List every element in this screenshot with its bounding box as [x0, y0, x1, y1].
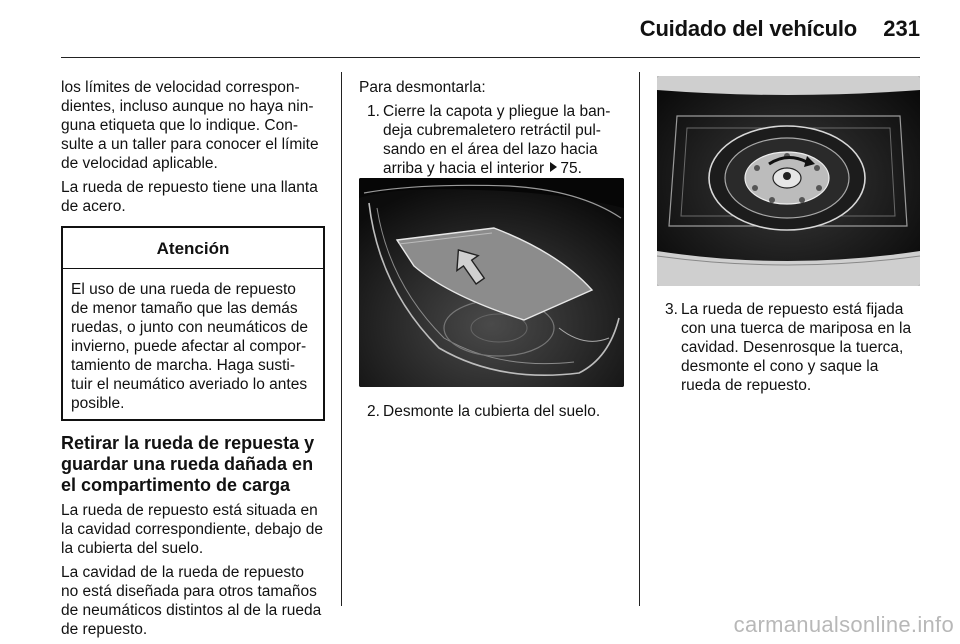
paragraph: La cavidad de la rueda de repuesto no está diseñada para otros tamaños de neumáticos distintos al de la rueda de repuesto. — [61, 564, 322, 638]
column-2 — [359, 78, 624, 178]
trunk-floor-cover-illustration — [359, 178, 624, 387]
warning-title: Atención — [63, 228, 323, 269]
header-divider — [61, 57, 920, 58]
paragraph: La rueda de repuesto tiene una llanta de acero. — [61, 179, 318, 215]
column-1 — [61, 78, 325, 644]
warning-body: El uso de una rueda de repuesto de menor tamaño que las demás ruedas, o junto con neumáticos de invierno, puede afectar al compor-tamiento de marcha. Haga susti-tuir el neumático averiado lo antes posible. — [71, 281, 308, 412]
step-number: 2. — [367, 403, 380, 420]
spare-wheel-well-illustration — [657, 76, 920, 286]
column-3 — [657, 300, 920, 395]
step-2 — [359, 402, 648, 421]
watermark: carmanualsonline.info — [733, 612, 954, 637]
arrow-right-icon — [550, 162, 557, 172]
step-1 — [359, 102, 624, 178]
step-text: La rueda de repuesto está fijada con una tuerca de mariposa en la cavidad. Desenrosque la tuerca, desmonte el cono y saque la rueda de repuesto. — [681, 301, 912, 394]
step-number: 3. — [665, 301, 678, 318]
warning-box — [61, 226, 325, 421]
step-3 — [657, 300, 920, 395]
section-title: Retirar la rueda de repuesta y guardar una rueda dañada en el compartimento de carga — [61, 433, 315, 495]
paragraph: los límites de velocidad correspon-dientes, incluso aunque no haya nin-guna etiqueta que lo indique. Con-sulte a un taller para conocer el límite de velocidad aplicable. — [61, 79, 319, 172]
column-divider-1 — [341, 72, 342, 606]
step-number: 1. — [367, 103, 380, 120]
step-text: Cierre la capota y pliegue la ban-deja cubremaletero retráctil pul-sando en el área del lazo hacia arriba y hacia el interior — [383, 103, 611, 177]
paragraph: La rueda de repuesto está situada en la cavidad correspondiente, debajo de la cubierta del suelo. — [61, 502, 323, 557]
column-divider-2 — [639, 72, 640, 606]
step-text: Desmonte la cubierta del suelo. — [383, 403, 601, 420]
page-header-title: Cuidado del vehículo — [639, 16, 857, 41]
page-reference[interactable]: 75. — [560, 160, 582, 177]
intro-text: Para desmontarla: — [359, 79, 486, 96]
page-number: 231 — [883, 16, 920, 41]
